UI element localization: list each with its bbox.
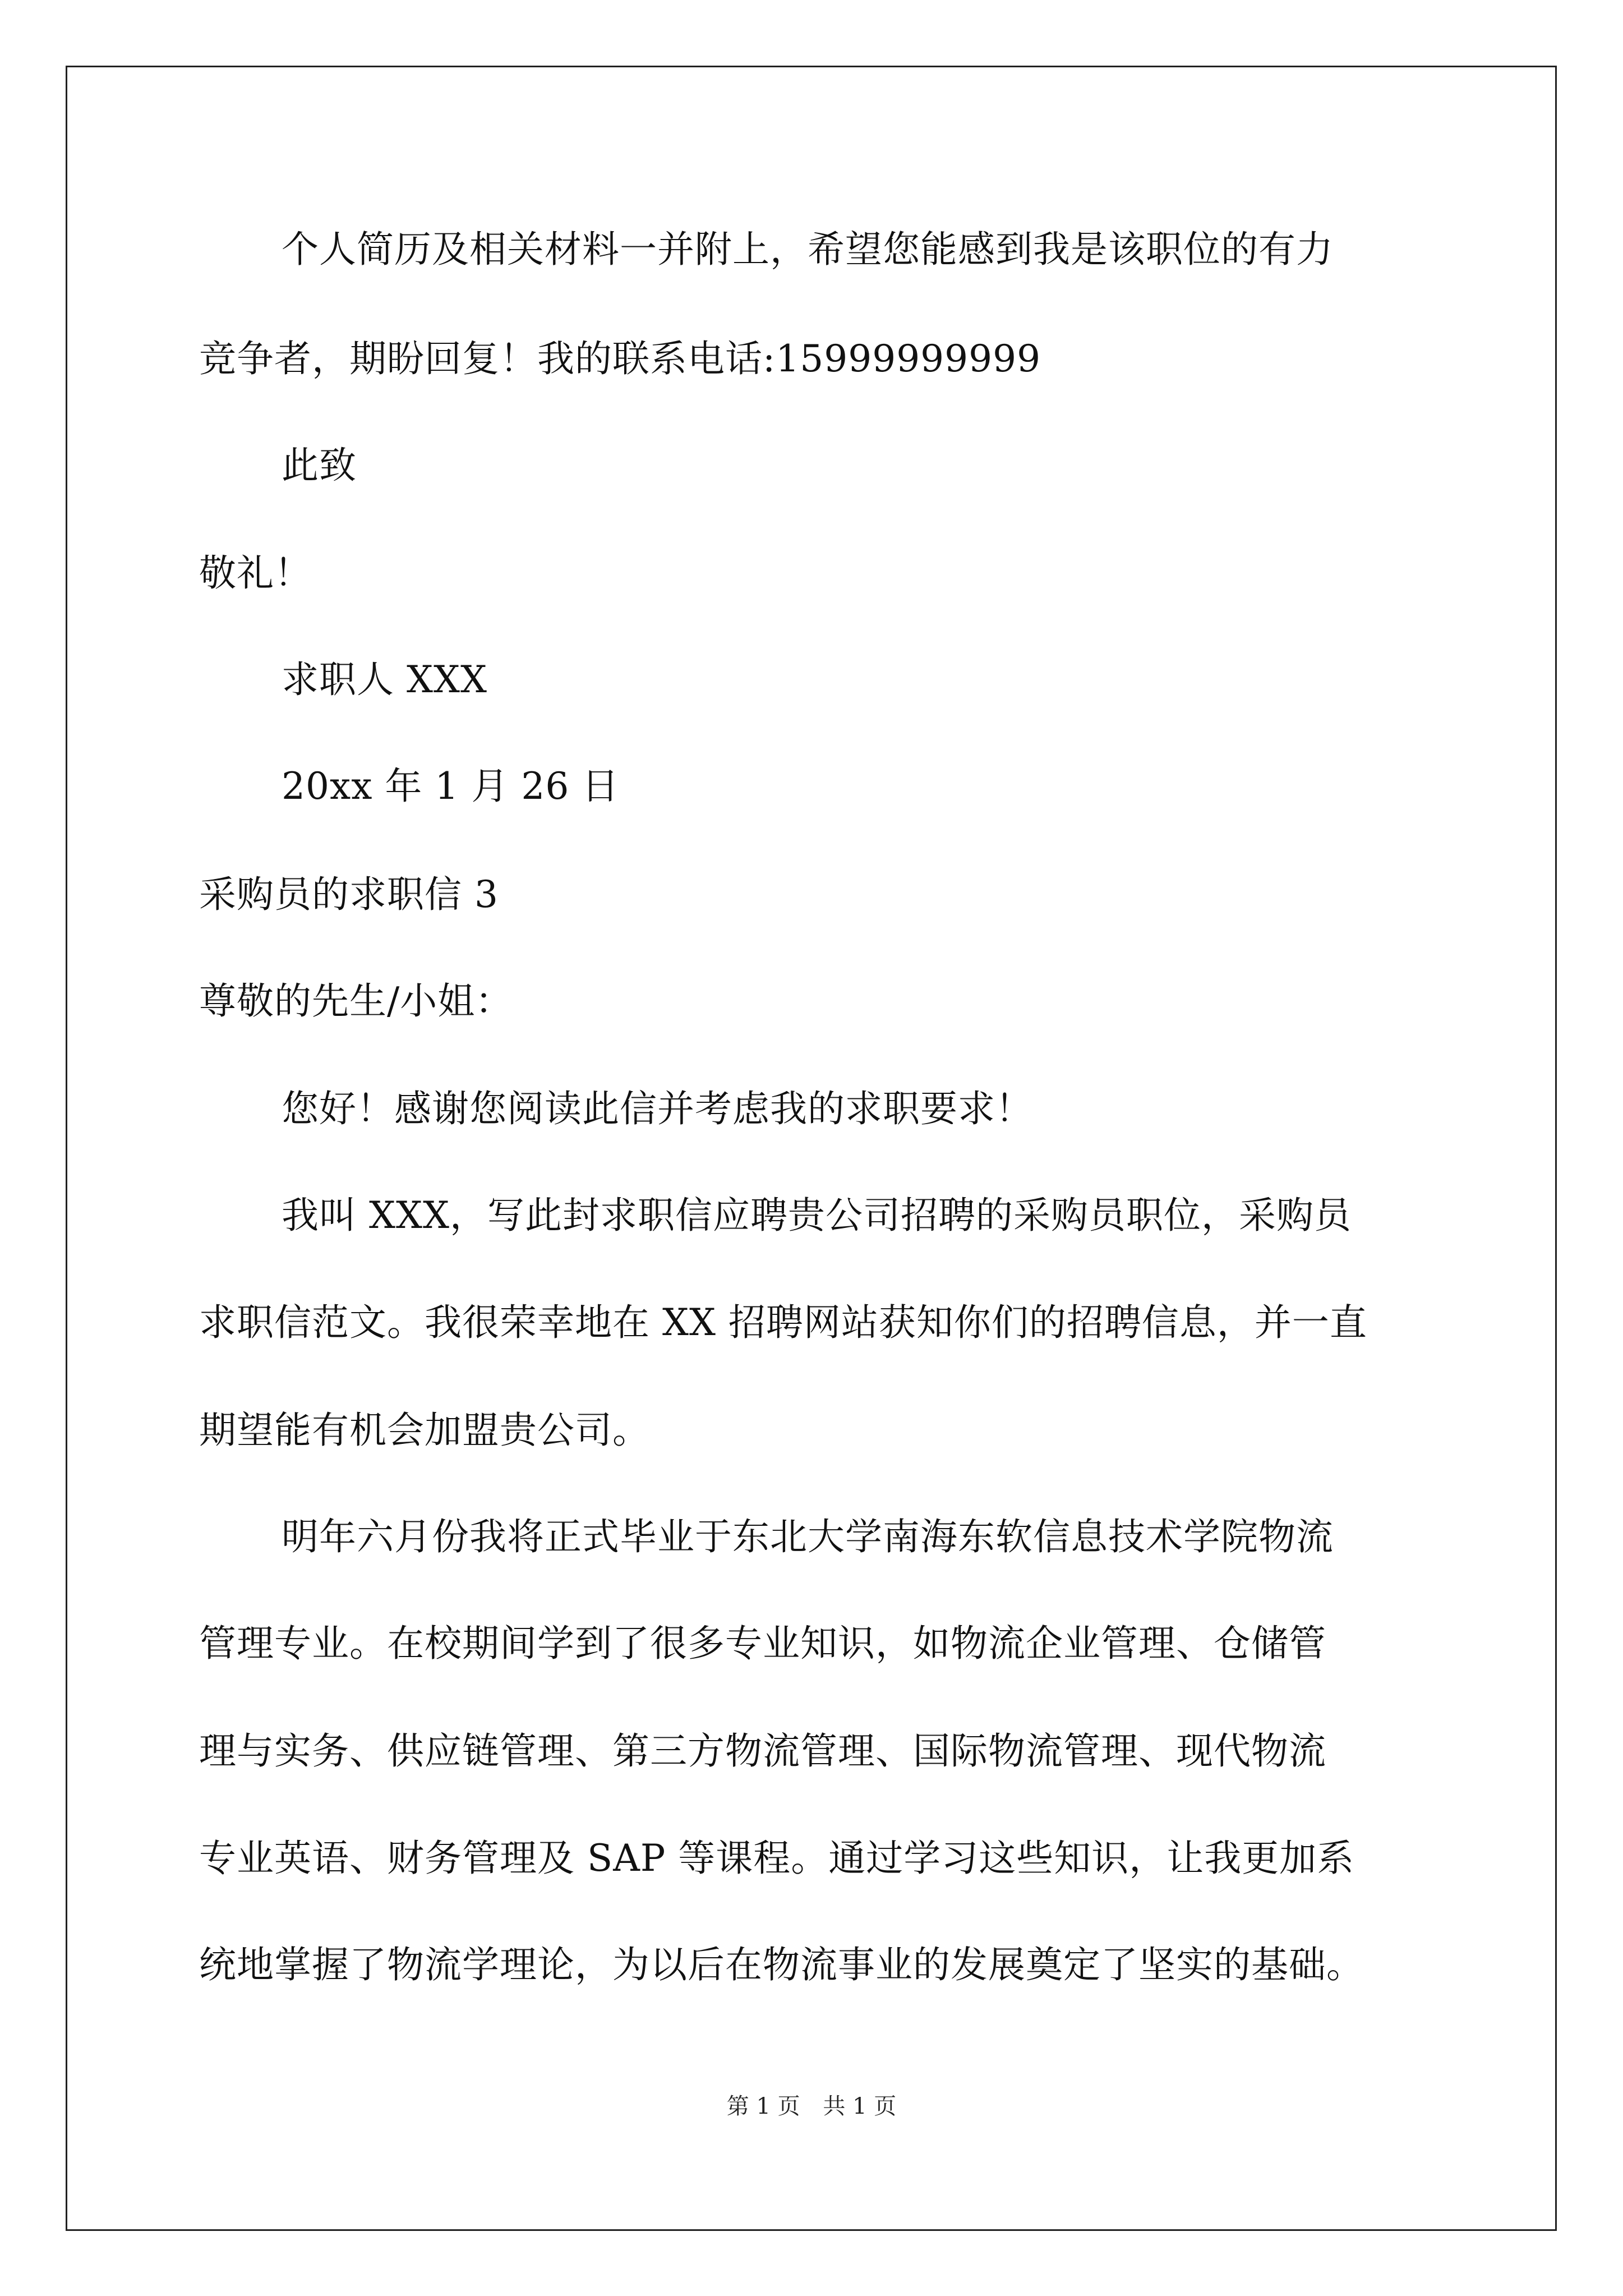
paragraph-line: 理与实务、供应链管理、第三方物流管理、国际物流管理、现代物流 bbox=[199, 1729, 1326, 1773]
paragraph-line: 我叫 XXX，写此封求职信应聘贵公司招聘的采购员职位，采购员 bbox=[282, 1194, 1352, 1237]
salutation-closing: 敬礼！ bbox=[199, 551, 312, 595]
paragraph-line: 管理专业。在校期间学到了很多专业知识，如物流企业管理、仓储管 bbox=[199, 1622, 1326, 1665]
page-number: 第 1 页 bbox=[726, 2093, 800, 2119]
signature-date: 20xx 年 1 月 26 日 bbox=[282, 765, 620, 808]
paragraph-line: 您好！感谢您阅读此信并考虑我的求职要求！ bbox=[282, 1087, 1033, 1130]
greeting: 尊敬的先生/小姐： bbox=[199, 979, 513, 1023]
signature-name: 求职人 XXX bbox=[282, 658, 487, 701]
page-border bbox=[66, 66, 1557, 2231]
paragraph-line: 求职信范文。我很荣幸地在 XX 招聘网站获知你们的招聘信息，并一直 bbox=[199, 1301, 1367, 1344]
paragraph-line: 明年六月份我将正式毕业于东北大学南海东软信息技术学院物流 bbox=[282, 1515, 1334, 1558]
page-footer bbox=[0, 2092, 1623, 2120]
paragraph-line: 个人简历及相关材料一并附上，希望您能感到我是该职位的有力 bbox=[282, 228, 1334, 271]
paragraph-line: 竞争者，期盼回复！我的联系电话:15999999999 bbox=[199, 337, 1041, 380]
page-total: 共 1 页 bbox=[823, 2093, 897, 2119]
paragraph-line: 专业英语、财务管理及 SAP 等课程。通过学习这些知识，让我更加系 bbox=[199, 1837, 1355, 1880]
paragraph-line: 统地掌握了物流学理论，为以后在物流事业的发展奠定了坚实的基础。 bbox=[199, 1943, 1364, 1986]
paragraph-line: 期望能有机会加盟贵公司。 bbox=[199, 1409, 650, 1452]
section-title: 采购员的求职信 3 bbox=[199, 873, 499, 916]
closing-phrase: 此致 bbox=[282, 444, 357, 487]
